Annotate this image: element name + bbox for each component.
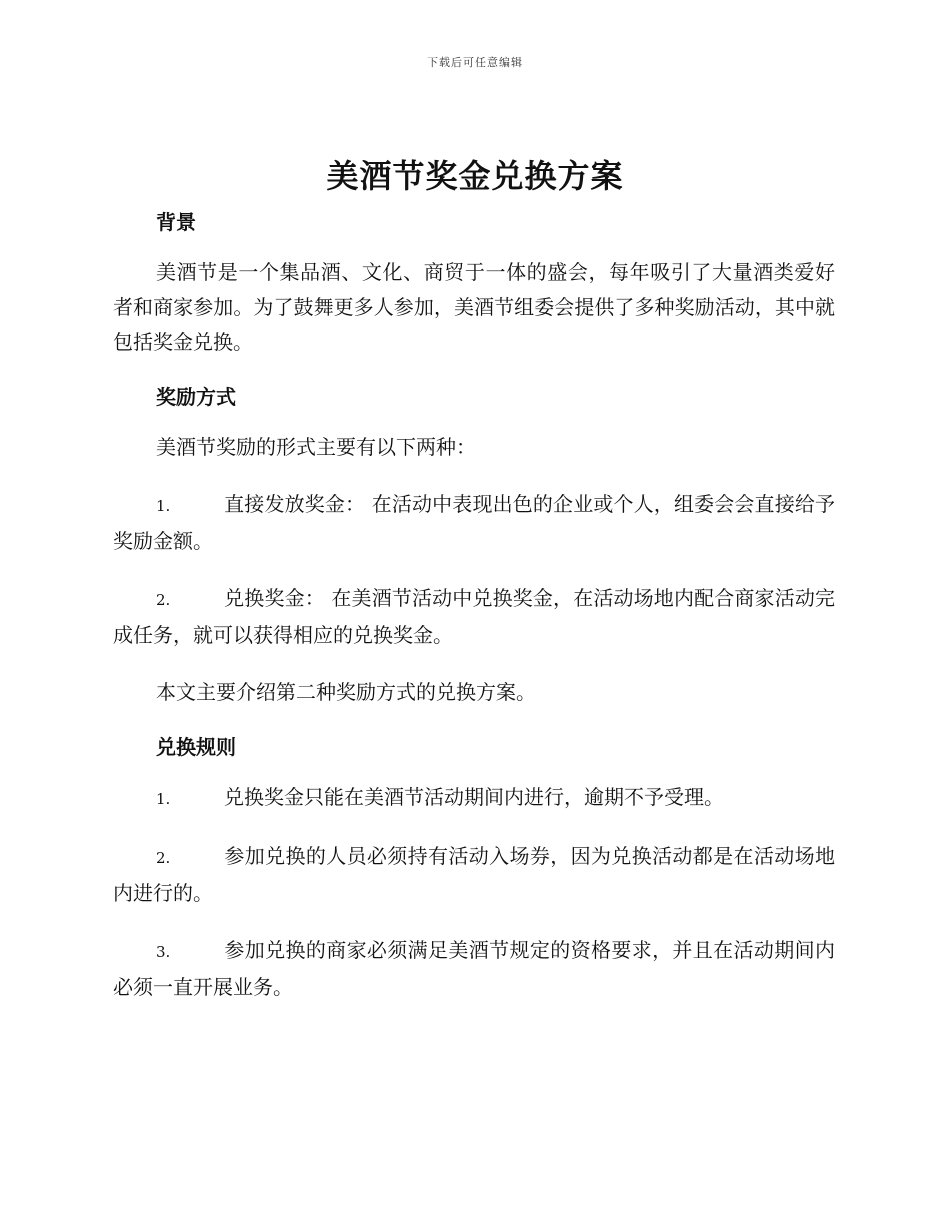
background-paragraph: 美酒节是一个集品酒、文化、商贸于一体的盛会，每年吸引了大量酒类爱好者和商家参加。为了鼓舞更多人参加，美酒节组委会提供了多种奖励活动，其中就包括奖金兑换。 — [113, 260, 835, 354]
rule-item — [113, 780, 835, 817]
list-number: 2. — [156, 591, 171, 609]
document-title: 美酒节奖金兑换方案 — [326, 157, 624, 195]
list-number: 1. — [156, 497, 171, 515]
list-item-text: 兑换奖金： 在美酒节活动中兑换奖金，在活动场地内配合商家活动完成任务，就可以获得相应的兑换奖金。 — [113, 586, 835, 647]
rule-item — [113, 839, 835, 911]
list-item-text: 参加兑换的商家必须满足美酒节规定的资格要求，并且在活动期间内必须一直开展业务。 — [113, 938, 835, 999]
reward-method-item — [113, 581, 835, 653]
reward-method-item — [113, 487, 835, 559]
section-heading-reward-methods: 奖励方式 — [156, 385, 236, 409]
section-heading-background: 背景 — [156, 210, 196, 234]
list-number: 2. — [156, 849, 171, 867]
reward-methods-outro: 本文主要介绍第二种奖励方式的兑换方案。 — [156, 680, 536, 704]
list-item-text: 参加兑换的人员必须持有活动入场券，因为兑换活动都是在活动场地内进行的。 — [113, 844, 835, 905]
list-item-text: 直接发放奖金： 在活动中表现出色的企业或个人，组委会会直接给予奖励金额。 — [113, 492, 835, 553]
header-note: 下载后可任意编辑 — [427, 56, 523, 69]
reward-methods-intro: 美酒节奖励的形式主要有以下两种： — [156, 435, 476, 459]
list-number: 1. — [156, 790, 171, 808]
list-number: 3. — [156, 943, 171, 961]
list-item-text: 兑换奖金只能在美酒节活动期间内进行，逾期不予受理。 — [224, 785, 724, 809]
document-body — [113, 207, 835, 1005]
rule-item — [113, 933, 835, 1005]
section-heading-rules: 兑换规则 — [156, 735, 236, 759]
